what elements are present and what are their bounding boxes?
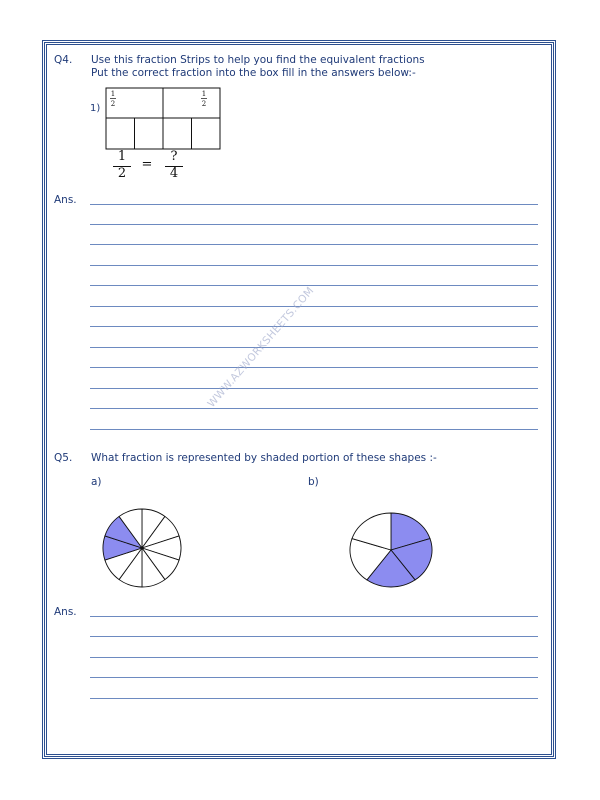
answer-line[interactable] <box>90 285 538 286</box>
q4-item-label: 1) <box>90 103 101 114</box>
answer-line[interactable] <box>90 657 538 658</box>
answer-line[interactable] <box>90 326 538 327</box>
q4-instruction-line1: Use this fraction Strips to help you find the equivalent fractions <box>91 54 425 66</box>
strip-half-label-right <box>201 90 207 108</box>
eq-equals-sign: = <box>141 157 153 172</box>
answer-line[interactable] <box>90 636 538 637</box>
q5-label-b: b) <box>308 476 319 488</box>
answer-line[interactable] <box>90 429 538 430</box>
svg-text:1: 1 <box>201 90 207 98</box>
q5-label-a: a) <box>91 476 102 488</box>
strip-half-label-left <box>110 90 116 108</box>
quarter-strip-row <box>106 118 220 149</box>
circle-a-ten-parts <box>100 506 184 590</box>
fraction-strips <box>100 85 230 151</box>
q4-answer-label: Ans. <box>54 194 77 206</box>
watermark: WWW.AZWORKSHEETS.COM <box>205 284 317 410</box>
answer-line[interactable] <box>90 347 538 348</box>
eq-right-numerator: ? <box>170 149 178 164</box>
answer-line[interactable] <box>90 265 538 266</box>
answer-line[interactable] <box>90 677 538 678</box>
eq-left-numerator: 1 <box>117 149 127 164</box>
answer-line[interactable] <box>90 408 538 409</box>
question-number-q5: Q5. <box>54 452 73 464</box>
eq-left-denominator: 2 <box>117 166 127 181</box>
svg-text:2: 2 <box>110 100 116 108</box>
svg-text:2: 2 <box>201 100 207 108</box>
answer-line[interactable] <box>90 306 538 307</box>
circle-b-five-parts <box>346 510 436 590</box>
answer-line[interactable] <box>90 224 538 225</box>
answer-line[interactable] <box>90 616 538 617</box>
svg-text:1: 1 <box>110 90 116 98</box>
answer-line[interactable] <box>90 204 538 205</box>
answer-line[interactable] <box>90 388 538 389</box>
q5-instruction: What fraction is represented by shaded portion of these shapes :- <box>91 452 437 464</box>
eq-right-denominator: 4 <box>169 166 179 181</box>
q4-instruction-line2: Put the correct fraction into the box fill in the answers below:- <box>91 67 416 79</box>
question-number-q4: Q4. <box>54 54 73 66</box>
answer-line[interactable] <box>90 367 538 368</box>
q5-answer-label: Ans. <box>54 606 77 618</box>
answer-line[interactable] <box>90 244 538 245</box>
answer-line[interactable] <box>90 698 538 699</box>
